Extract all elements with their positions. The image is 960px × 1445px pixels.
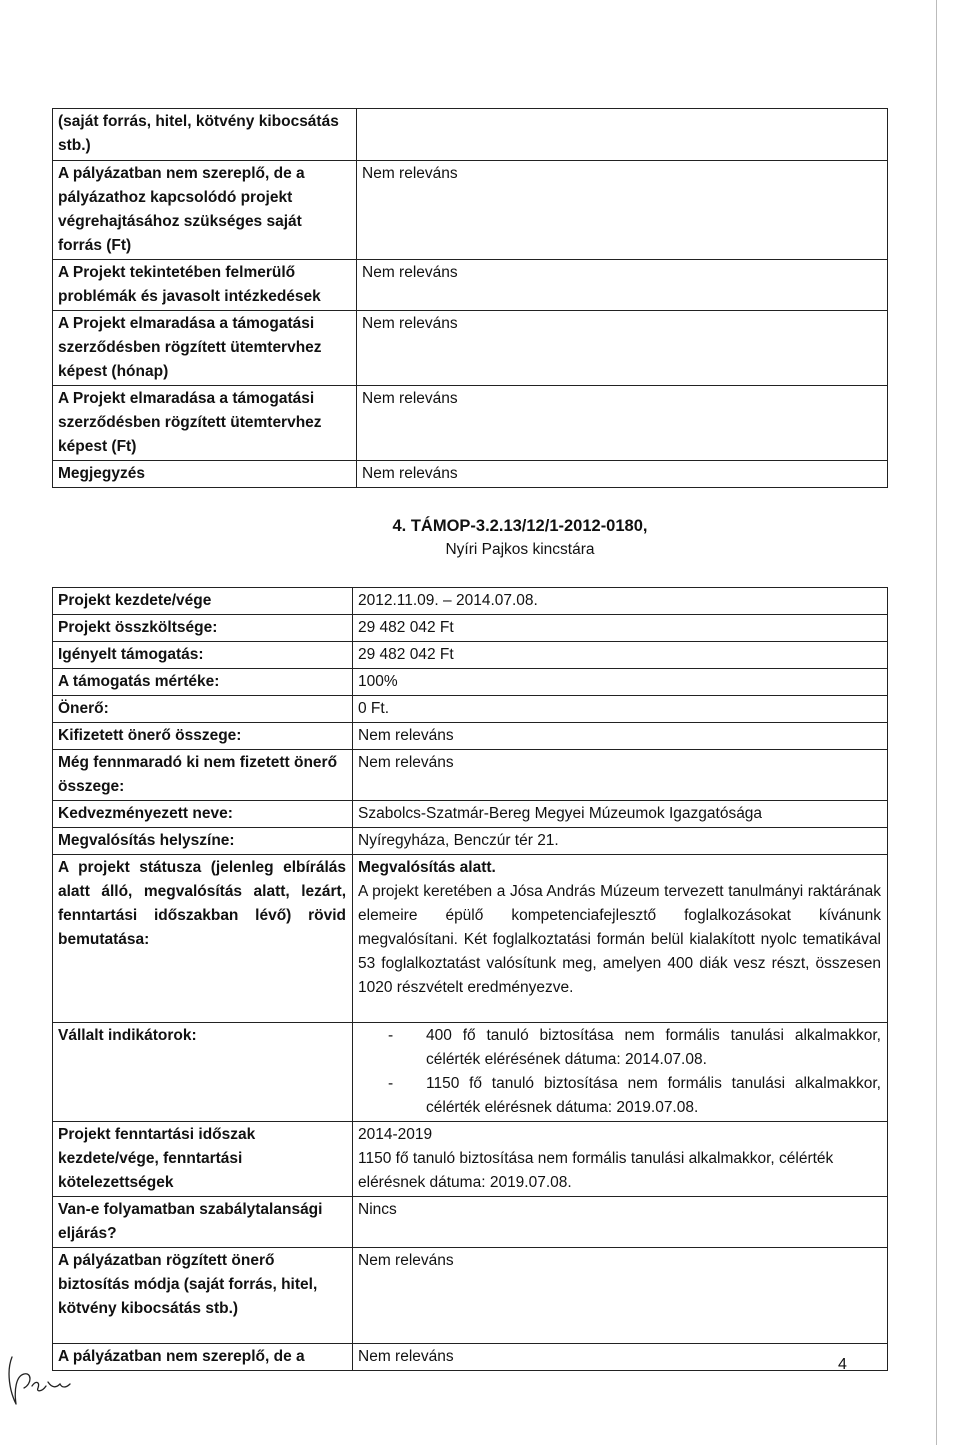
table-row <box>53 669 888 696</box>
list-item: - 1150 fő tanuló biztosítása nem formális tanulási alkalmakkor, célérték elérésnek dátuma: 2019.07.08. <box>358 1072 881 1120</box>
row-label: (saját forrás, hitel, kötvény kibocsátás stb.) <box>53 109 357 161</box>
table-row <box>53 1344 888 1371</box>
row-label: Kifizetett önerő összege: <box>53 723 353 750</box>
table-row <box>53 828 888 855</box>
list-item: - 400 fő tanuló biztosítása nem formális tanulási alkalmakkor, célérték elérésének dátuma: 2014.07.08. <box>358 1024 881 1072</box>
status-description: A projekt keretében a Jósa András Múzeum tervezett tanulmányi raktárának elemeire épülő kompetenciafejlesztő foglalkozásokat kívánunk megvalósítani. Két foglalkoztatási formán belül kialakított nyolc tematikával 53 foglalkoztatást valósítunk meg, amelyen 400 diák vesz részt, összesen 1020 részvételt eredményezve. <box>358 883 881 996</box>
row-label: Vállalt indikátorok: <box>53 1023 353 1122</box>
table-row <box>53 1197 888 1248</box>
maintenance-period: 2014-2019 <box>358 1126 433 1143</box>
row-value: Nem releváns <box>353 750 888 801</box>
table-row <box>53 801 888 828</box>
row-label: A pályázatban rögzített önerő biztosítás módja (saját forrás, hitel, kötvény kibocsátás stb.) <box>53 1248 353 1344</box>
table-row <box>53 311 888 386</box>
row-value: Nyíregyháza, Benczúr tér 21. <box>353 828 888 855</box>
row-label: A Projekt elmaradása a támogatási szerződésben rögzített ütemtervhez képest (Ft) <box>53 386 357 461</box>
row-value <box>353 855 888 1023</box>
table-row <box>53 750 888 801</box>
status-heading: Megvalósítás alatt. <box>358 859 496 876</box>
row-label: Megvalósítás helyszíne: <box>53 828 353 855</box>
table-row <box>53 109 888 161</box>
row-value: Nem releváns <box>357 386 888 461</box>
row-label: Igényelt támogatás: <box>53 642 353 669</box>
row-label: Projekt kezdete/vége <box>53 588 353 615</box>
row-value: 2012.11.09. – 2014.07.08. <box>353 588 888 615</box>
table-row <box>53 161 888 260</box>
row-value: 29 482 042 Ft <box>353 615 888 642</box>
handwritten-signature <box>2 1352 74 1412</box>
project-details-table <box>52 587 888 1371</box>
table-row <box>53 1248 888 1344</box>
table-row <box>53 461 888 488</box>
row-value: 100% <box>353 669 888 696</box>
row-label: A pályázatban nem szereplő, de a <box>53 1344 353 1371</box>
table-row <box>53 260 888 311</box>
row-label: A Projekt tekintetében felmerülő problémák és javasolt intézkedések <box>53 260 357 311</box>
row-label: A támogatás mértéke: <box>53 669 353 696</box>
table-row <box>53 1023 888 1122</box>
table-row <box>53 696 888 723</box>
row-value: Nem releváns <box>357 461 888 488</box>
row-label: Önerő: <box>53 696 353 723</box>
row-label: A projekt státusza (jelenleg elbírálás alatt álló, megvalósítás alatt, lezárt, fenntartási időszakban lévő) rövid bemutatása: <box>53 855 353 1023</box>
row-value: Nem releváns <box>353 723 888 750</box>
row-value: 0 Ft. <box>353 696 888 723</box>
table-row <box>53 855 888 1023</box>
row-value: Nem releváns <box>357 161 888 260</box>
row-label: Megjegyzés <box>53 461 357 488</box>
indicator-list <box>358 1024 881 1120</box>
table-row <box>53 588 888 615</box>
row-value <box>353 1122 888 1197</box>
page-edge-line <box>936 0 937 1445</box>
section-subtitle: Nyíri Pajkos kincstára <box>445 541 595 558</box>
table-row <box>53 386 888 461</box>
row-label: Még fennmaradó ki nem fizetett önerő összege: <box>53 750 353 801</box>
section-title: 4. TÁMOP-3.2.13/12/1-2012-0180, <box>392 517 648 535</box>
row-label: Kedvezményezett neve: <box>53 801 353 828</box>
row-value <box>353 1023 888 1122</box>
row-label: Projekt összköltsége: <box>53 615 353 642</box>
row-value: Szabolcs-Szatmár-Bereg Megyei Múzeumok Igazgatósága <box>353 801 888 828</box>
row-label: A Projekt elmaradása a támogatási szerződésben rögzített ütemtervhez képest (hónap) <box>53 311 357 386</box>
row-label: A pályázatban nem szereplő, de a pályázathoz kapcsolódó projekt végrehajtásához szükséges saját forrás (Ft) <box>53 161 357 260</box>
maintenance-text: 1150 fő tanuló biztosítása nem formális tanulási alkalmakkor, célérték elérésnek dátuma: 2019.07.08. <box>358 1150 834 1191</box>
previous-project-table <box>52 108 888 488</box>
table-row <box>53 1122 888 1197</box>
row-label: Van-e folyamatban szabálytalansági eljárás? <box>53 1197 353 1248</box>
row-value: Nem releváns <box>353 1248 888 1344</box>
row-value: 29 482 042 Ft <box>353 642 888 669</box>
table-row <box>53 615 888 642</box>
row-value: Nem releváns <box>353 1344 888 1371</box>
row-value: Nincs <box>353 1197 888 1248</box>
table-row <box>53 723 888 750</box>
row-label: Projekt fenntartási időszak kezdete/vége, fenntartási kötelezettségek <box>53 1122 353 1197</box>
row-value <box>357 109 888 161</box>
row-value: Nem releváns <box>357 260 888 311</box>
page-number: 4 <box>838 1356 847 1373</box>
row-value: Nem releváns <box>357 311 888 386</box>
table-row <box>53 642 888 669</box>
